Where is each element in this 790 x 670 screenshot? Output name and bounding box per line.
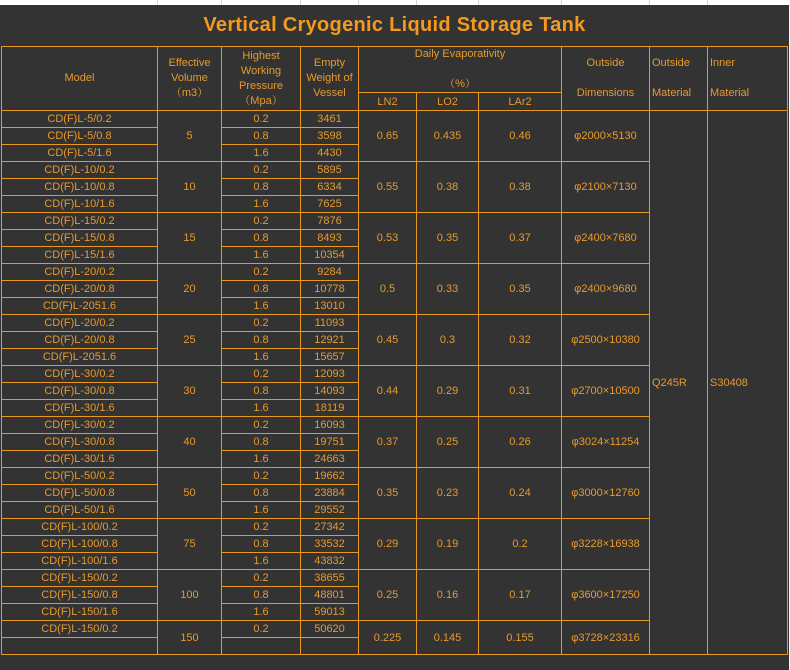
cell-model[interactable]: CD(F)L-50/0.2 xyxy=(2,468,158,485)
header-lar2[interactable]: LAr2 xyxy=(479,93,562,111)
cell-pressure[interactable]: 0.8 xyxy=(222,179,301,196)
header-ln2[interactable]: LN2 xyxy=(359,93,417,111)
cell-lar2[interactable]: 0.155 xyxy=(479,621,562,655)
cell-model[interactable]: CD(F)L-50/0.8 xyxy=(2,485,158,502)
cell-empty-weight[interactable]: 38655 xyxy=(301,570,359,587)
cell-lo2[interactable]: 0.25 xyxy=(417,417,479,468)
cell-empty-weight[interactable]: 13010 xyxy=(301,298,359,315)
cell-pressure[interactable]: 0.2 xyxy=(222,366,301,383)
cell-ln2[interactable]: 0.45 xyxy=(359,315,417,366)
cell-pressure[interactable]: 0.2 xyxy=(222,468,301,485)
cell-outside-dimensions[interactable]: φ2400×9680 xyxy=(562,264,650,315)
cell-lar2[interactable]: 0.31 xyxy=(479,366,562,417)
cell-model[interactable]: CD(F)L-150/0.2 xyxy=(2,621,158,638)
cell-pressure[interactable]: 0.2 xyxy=(222,519,301,536)
cell-pressure[interactable]: 0.2 xyxy=(222,264,301,281)
cell-empty-weight[interactable]: 15657 xyxy=(301,349,359,366)
cell-empty-weight[interactable]: 7625 xyxy=(301,196,359,213)
header-empty-weight[interactable]: Empty Weight of Vessel xyxy=(301,47,359,111)
cell-outside-dimensions[interactable]: φ2500×10380 xyxy=(562,315,650,366)
header-outside-material[interactable]: Outside Material xyxy=(650,47,708,111)
cell-model[interactable]: CD(F)L-5/1.6 xyxy=(2,145,158,162)
cell-empty-weight[interactable]: 33532 xyxy=(301,536,359,553)
cell-effective-volume[interactable]: 150 xyxy=(158,621,222,655)
cell-empty-weight[interactable]: 19751 xyxy=(301,434,359,451)
cell-pressure[interactable]: 1.6 xyxy=(222,451,301,468)
cell-effective-volume[interactable]: 25 xyxy=(158,315,222,366)
cell-effective-volume[interactable]: 20 xyxy=(158,264,222,315)
header-inner-material[interactable]: Inner Material xyxy=(708,47,788,111)
spreadsheet xyxy=(0,5,789,670)
cell-empty-weight[interactable]: 19662 xyxy=(301,468,359,485)
cell-model[interactable]: CD(F)L-10/0.2 xyxy=(2,162,158,179)
cell-lar2[interactable]: 0.37 xyxy=(479,213,562,264)
cell-lo2[interactable]: 0.19 xyxy=(417,519,479,570)
cell-model[interactable]: CD(F)L-100/1.6 xyxy=(2,553,158,570)
cell-model[interactable]: CD(F)L-30/0.2 xyxy=(2,366,158,383)
cell-model[interactable]: CD(F)L-10/1.6 xyxy=(2,196,158,213)
cell-empty-weight[interactable]: 16093 xyxy=(301,417,359,434)
cell-empty-weight[interactable]: 23884 xyxy=(301,485,359,502)
cell-pressure[interactable]: 1.6 xyxy=(222,247,301,264)
cell-empty-weight[interactable]: 29552 xyxy=(301,502,359,519)
cell-lo2[interactable]: 0.33 xyxy=(417,264,479,315)
table-row xyxy=(2,111,788,128)
cell-empty-weight[interactable]: 27342 xyxy=(301,519,359,536)
cell-outside-dimensions[interactable]: φ3000×12760 xyxy=(562,468,650,519)
cell-empty-weight[interactable]: 6334 xyxy=(301,179,359,196)
cell-model[interactable]: CD(F)L-10/0.8 xyxy=(2,179,158,196)
cell-pressure[interactable]: 0.2 xyxy=(222,570,301,587)
cell-empty-weight[interactable]: 59013 xyxy=(301,604,359,621)
cell-lar2[interactable]: 0.32 xyxy=(479,315,562,366)
cell-ln2[interactable]: 0.29 xyxy=(359,519,417,570)
cell-empty-weight[interactable] xyxy=(301,638,359,655)
cell-effective-volume[interactable]: 30 xyxy=(158,366,222,417)
cell-empty-weight[interactable]: 5895 xyxy=(301,162,359,179)
cell-model[interactable]: CD(F)L-15/0.2 xyxy=(2,213,158,230)
cell-empty-weight[interactable]: 24663 xyxy=(301,451,359,468)
cell-model[interactable]: CD(F)L-20/0.2 xyxy=(2,264,158,281)
cell-model[interactable]: CD(F)L-30/0.8 xyxy=(2,383,158,400)
cell-lo2[interactable]: 0.23 xyxy=(417,468,479,519)
cell-lar2[interactable]: 0.24 xyxy=(479,468,562,519)
cell-lo2[interactable]: 0.38 xyxy=(417,162,479,213)
header-effective-volume[interactable]: Effective Volume （m3） xyxy=(158,47,222,111)
cell-model[interactable]: CD(F)L-15/1.6 xyxy=(2,247,158,264)
cell-model[interactable]: CD(F)L-30/0.2 xyxy=(2,417,158,434)
cell-model[interactable]: CD(F)L-2051.6 xyxy=(2,298,158,315)
cell-ln2[interactable]: 0.5 xyxy=(359,264,417,315)
cell-model[interactable]: CD(F)L-100/0.8 xyxy=(2,536,158,553)
cell-pressure[interactable]: 1.6 xyxy=(222,502,301,519)
cell-outside-dimensions[interactable]: φ3600×17250 xyxy=(562,570,650,621)
cell-empty-weight[interactable]: 12093 xyxy=(301,366,359,383)
cell-lo2[interactable]: 0.3 xyxy=(417,315,479,366)
cell-pressure[interactable]: 0.8 xyxy=(222,230,301,247)
cell-empty-weight[interactable]: 48801 xyxy=(301,587,359,604)
cell-empty-weight[interactable]: 7876 xyxy=(301,213,359,230)
cell-pressure[interactable]: 1.6 xyxy=(222,145,301,162)
cell-empty-weight[interactable]: 10354 xyxy=(301,247,359,264)
cell-ln2[interactable]: 0.53 xyxy=(359,213,417,264)
cell-effective-volume[interactable]: 15 xyxy=(158,213,222,264)
cell-outside-dimensions[interactable]: φ2100×7130 xyxy=(562,162,650,213)
cell-lo2[interactable]: 0.145 xyxy=(417,621,479,655)
cell-pressure[interactable]: 0.8 xyxy=(222,587,301,604)
cell-model[interactable]: CD(F)L-30/1.6 xyxy=(2,400,158,417)
cell-empty-weight[interactable]: 12921 xyxy=(301,332,359,349)
cell-empty-weight[interactable]: 14093 xyxy=(301,383,359,400)
cell-empty-weight[interactable]: 11093 xyxy=(301,315,359,332)
cell-effective-volume[interactable]: 40 xyxy=(158,417,222,468)
cell-model[interactable]: CD(F)L-20/0.8 xyxy=(2,332,158,349)
cell-lo2[interactable]: 0.16 xyxy=(417,570,479,621)
cell-model[interactable]: CD(F)L-20/0.8 xyxy=(2,281,158,298)
cell-model[interactable]: CD(F)L-30/0.8 xyxy=(2,434,158,451)
cell-model[interactable]: CD(F)L-15/0.8 xyxy=(2,230,158,247)
cell-outside-dimensions[interactable]: φ3228×16938 xyxy=(562,519,650,570)
cell-ln2[interactable]: 0.35 xyxy=(359,468,417,519)
cell-outside-material[interactable]: Q245R xyxy=(650,111,708,655)
cell-ln2[interactable]: 0.65 xyxy=(359,111,417,162)
cell-pressure[interactable]: 0.2 xyxy=(222,621,301,638)
cell-ln2[interactable]: 0.55 xyxy=(359,162,417,213)
cell-lar2[interactable]: 0.46 xyxy=(479,111,562,162)
cell-lar2[interactable]: 0.2 xyxy=(479,519,562,570)
cell-effective-volume[interactable]: 50 xyxy=(158,468,222,519)
header-lo2[interactable]: LO2 xyxy=(417,93,479,111)
cell-empty-weight[interactable]: 3461 xyxy=(301,111,359,128)
cell-effective-volume[interactable]: 10 xyxy=(158,162,222,213)
table-title: Vertical Cryogenic Liquid Storage Tank xyxy=(203,14,586,36)
cell-model[interactable]: CD(F)L-100/0.2 xyxy=(2,519,158,536)
cell-empty-weight[interactable]: 4430 xyxy=(301,145,359,162)
cell-outside-dimensions[interactable]: φ2000×5130 xyxy=(562,111,650,162)
cell-pressure[interactable]: 0.2 xyxy=(222,315,301,332)
cell-pressure[interactable]: 0.8 xyxy=(222,332,301,349)
cell-effective-volume[interactable]: 5 xyxy=(158,111,222,162)
cell-lo2[interactable]: 0.29 xyxy=(417,366,479,417)
cell-ln2[interactable]: 0.44 xyxy=(359,366,417,417)
cell-pressure[interactable]: 0.8 xyxy=(222,383,301,400)
cell-lar2[interactable]: 0.26 xyxy=(479,417,562,468)
cell-pressure[interactable]: 1.6 xyxy=(222,553,301,570)
cell-empty-weight[interactable]: 3598 xyxy=(301,128,359,145)
cell-model[interactable]: CD(F)L-150/1.6 xyxy=(2,604,158,621)
cell-pressure[interactable]: 1.6 xyxy=(222,604,301,621)
cell-model[interactable]: CD(F)L-5/0.2 xyxy=(2,111,158,128)
cell-outside-dimensions[interactable]: φ2700×10500 xyxy=(562,366,650,417)
cell-empty-weight[interactable]: 18119 xyxy=(301,400,359,417)
cell-pressure[interactable]: 1.6 xyxy=(222,298,301,315)
cell-ln2[interactable]: 0.37 xyxy=(359,417,417,468)
cell-pressure[interactable]: 0.8 xyxy=(222,485,301,502)
cell-empty-weight[interactable]: 8493 xyxy=(301,230,359,247)
cell-model[interactable]: CD(F)L-30/1.6 xyxy=(2,451,158,468)
cell-model[interactable]: CD(F)L-150/0.2 xyxy=(2,570,158,587)
spec-table xyxy=(1,46,788,655)
cell-empty-weight[interactable]: 9284 xyxy=(301,264,359,281)
cell-model[interactable]: CD(F)L-5/0.8 xyxy=(2,128,158,145)
cell-empty-weight[interactable]: 43832 xyxy=(301,553,359,570)
cell-model[interactable]: CD(F)L-50/1.6 xyxy=(2,502,158,519)
cell-ln2[interactable]: 0.225 xyxy=(359,621,417,655)
cell-lo2[interactable]: 0.435 xyxy=(417,111,479,162)
cell-lo2[interactable]: 0.35 xyxy=(417,213,479,264)
cell-pressure[interactable]: 1.6 xyxy=(222,196,301,213)
cell-pressure[interactable]: 1.6 xyxy=(222,400,301,417)
cell-model[interactable] xyxy=(2,638,158,655)
cell-pressure[interactable]: 0.2 xyxy=(222,417,301,434)
cell-pressure[interactable]: 0.2 xyxy=(222,162,301,179)
cell-pressure[interactable]: 0.2 xyxy=(222,111,301,128)
cell-pressure[interactable]: 0.8 xyxy=(222,536,301,553)
cell-pressure[interactable]: 0.2 xyxy=(222,213,301,230)
cell-model[interactable]: CD(F)L-150/0.8 xyxy=(2,587,158,604)
cell-pressure[interactable]: 0.8 xyxy=(222,434,301,451)
cell-pressure[interactable] xyxy=(222,638,301,655)
cell-outside-dimensions[interactable]: φ2400×7680 xyxy=(562,213,650,264)
cell-effective-volume[interactable]: 100 xyxy=(158,570,222,621)
cell-lar2[interactable]: 0.38 xyxy=(479,162,562,213)
header-model[interactable]: Model xyxy=(2,47,158,111)
cell-lar2[interactable]: 0.17 xyxy=(479,570,562,621)
cell-lar2[interactable]: 0.35 xyxy=(479,264,562,315)
cell-inner-material[interactable]: S30408 xyxy=(708,111,788,655)
cell-outside-dimensions[interactable]: φ3024×11254 xyxy=(562,417,650,468)
cell-model[interactable]: CD(F)L-20/0.2 xyxy=(2,315,158,332)
cell-pressure[interactable]: 0.8 xyxy=(222,281,301,298)
header-outside-dimensions[interactable]: Outside Dimensions xyxy=(562,47,650,111)
cell-ln2[interactable]: 0.25 xyxy=(359,570,417,621)
cell-effective-volume[interactable]: 75 xyxy=(158,519,222,570)
cell-outside-dimensions[interactable]: φ3728×23316 xyxy=(562,621,650,655)
cell-empty-weight[interactable]: 50620 xyxy=(301,621,359,638)
header-working-pressure[interactable]: Highest Working Pressure （Mpa） xyxy=(222,47,301,111)
cell-model[interactable]: CD(F)L-2051.6 xyxy=(2,349,158,366)
cell-pressure[interactable]: 0.8 xyxy=(222,128,301,145)
cell-pressure[interactable]: 1.6 xyxy=(222,349,301,366)
header-daily-evaporativity[interactable]: Daily Evaporativity （%） xyxy=(359,47,562,93)
cell-empty-weight[interactable]: 10778 xyxy=(301,281,359,298)
